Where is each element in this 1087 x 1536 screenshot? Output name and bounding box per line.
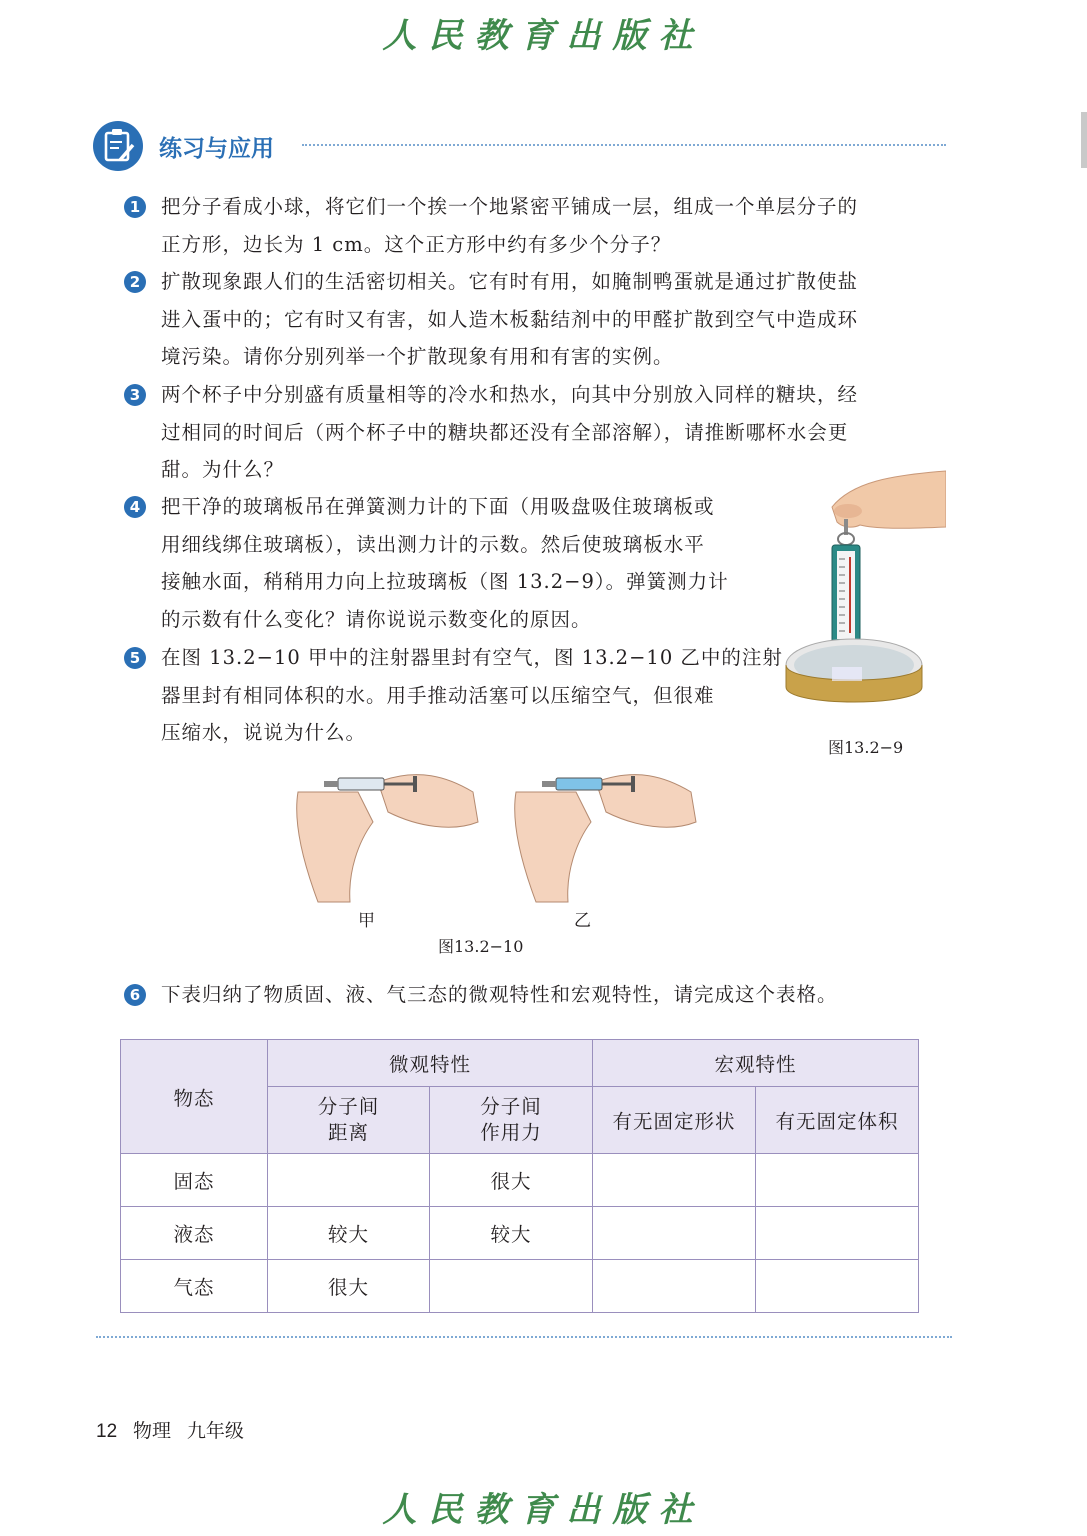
table-cell	[430, 1260, 593, 1313]
question-number-badge: 3	[124, 384, 146, 406]
question-number-badge: 2	[124, 271, 146, 293]
question-text-line: 在图 13.2−10 甲中的注射器里封有空气，图 13.2−10 乙中的注射	[161, 646, 783, 669]
question-text-line: 器里封有相同体积的水。用手推动活塞可以压缩空气，但很难	[161, 683, 715, 707]
question-text-line: 把干净的玻璃板吊在弹簧测力计的下面（用吸盘吸住玻璃板或	[161, 495, 715, 518]
figure-caption: 图13.2−9	[828, 738, 904, 757]
question-text-line: 过相同的时间后（两个杯子中的糖块都还没有全部溶解），请推断哪杯水会更	[161, 420, 849, 444]
question-text-line: 甜。为什么？	[161, 458, 285, 481]
table-cell	[593, 1207, 756, 1260]
table-header-state: 物态	[121, 1040, 268, 1154]
question-number-badge: 6	[124, 984, 146, 1006]
question-text-line: 接触水面，稍稍用力向上拉玻璃板（图 13.2−9）。弹簧测力计	[161, 570, 729, 593]
table-subheader: 分子间 距离	[268, 1087, 430, 1154]
table-cell	[756, 1260, 919, 1313]
table-cell: 较大	[268, 1207, 430, 1260]
figure-label-yi: 乙	[574, 911, 591, 931]
table-cell-state: 固态	[121, 1154, 268, 1207]
question-text-line: 境污染。请你分别列举一个扩散现象有用和有害的实例。	[161, 345, 674, 368]
figure-label-jia: 甲	[358, 911, 375, 931]
question-text-line: 扩散现象跟人们的生活密切相关。它有时有用，如腌制鸭蛋就是通过扩散使盐	[161, 270, 859, 293]
table-header-macro: 宏观特性	[593, 1040, 919, 1087]
page-number: 12	[96, 1421, 118, 1442]
table-cell: 很大	[268, 1260, 430, 1313]
table-row	[121, 1260, 919, 1313]
section-header	[92, 120, 952, 172]
table-cell: 很大	[430, 1154, 593, 1207]
table-subheader: 有无固定形状	[593, 1087, 756, 1154]
question-number-badge: 4	[124, 496, 146, 518]
page-edge-tab	[1081, 112, 1087, 168]
question-text-line: 下表归纳了物质固、液、气三态的微观特性和宏观特性，请完成这个表格。	[161, 983, 838, 1006]
syringe-hands-illustration	[288, 762, 708, 904]
states-of-matter-table	[120, 1039, 919, 1313]
publisher-logo-bottom: 人民教育出版社	[382, 1490, 705, 1530]
question-text-line: 的示数有什么变化？请你说说示数变化的原因。	[161, 607, 592, 631]
table-cell-state: 液态	[121, 1207, 268, 1260]
section-end-divider	[96, 1336, 952, 1338]
section-divider	[302, 144, 946, 146]
section-title: 练习与应用	[159, 136, 274, 162]
question-text-line: 正方形，边长为 1 cm。这个正方形中约有多少个分子？	[161, 232, 672, 256]
question-text-line: 进入蛋中的；它有时又有害，如人造木板黏结剂中的甲醛扩散到空气中造成环	[161, 307, 859, 331]
table-subheader: 分子间 作用力	[430, 1087, 593, 1154]
question-text-line: 两个杯子中分别盛有质量相等的冷水和热水，向其中分别放入同样的糖块，经	[161, 383, 859, 406]
footer-subject: 物理	[132, 1421, 171, 1442]
question-text-line: 用细线绑住玻璃板），读出测力计的示数。然后使玻璃板水平	[161, 532, 705, 556]
question-text-line: 压缩水，说说为什么。	[161, 721, 367, 744]
publisher-logo-top: 人民教育出版社	[382, 16, 705, 56]
page-footer	[96, 1416, 244, 1443]
figure-caption: 图13.2−10	[438, 937, 524, 956]
question-number-badge: 5	[124, 647, 146, 669]
table-cell	[268, 1154, 430, 1207]
table-cell	[593, 1260, 756, 1313]
syringe-water-drawing	[515, 775, 696, 902]
table-header-micro: 微观特性	[268, 1040, 593, 1087]
table-cell	[593, 1154, 756, 1207]
spring-scale-photo	[782, 467, 946, 735]
table-cell: 较大	[430, 1207, 593, 1260]
table-cell	[756, 1207, 919, 1260]
clipboard-pencil-icon	[92, 120, 144, 172]
table-row	[121, 1207, 919, 1260]
question-number-badge: 1	[124, 196, 146, 218]
footer-grade: 九年级	[186, 1421, 244, 1442]
table-subheader: 有无固定体积	[756, 1087, 919, 1154]
syringe-air-drawing	[297, 775, 478, 902]
table-row	[121, 1154, 919, 1207]
table-cell	[756, 1154, 919, 1207]
table-cell-state: 气态	[121, 1260, 268, 1313]
question-text-line: 把分子看成小球，将它们一个挨一个地紧密平铺成一层，组成一个单层分子的	[161, 195, 859, 218]
